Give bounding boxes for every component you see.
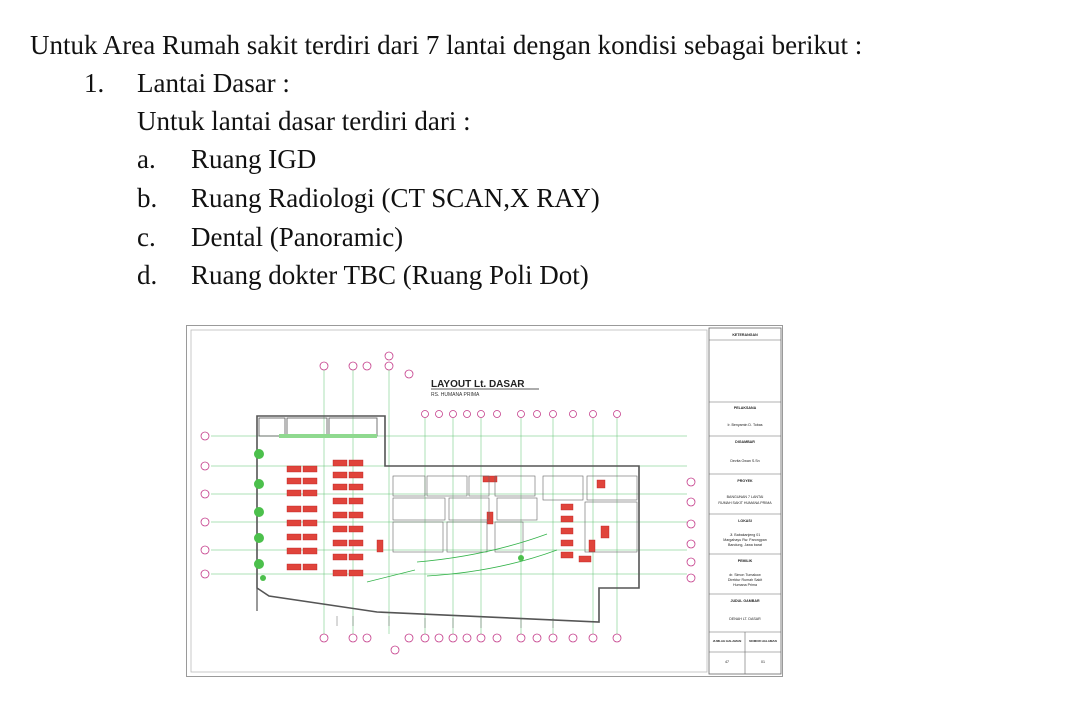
- tb-lokasi-val1: Jl. Babakanjeng 01: [729, 533, 761, 537]
- section-number: 1.: [84, 68, 105, 98]
- tb-judul-val: DENAH LT. DASAR: [729, 617, 761, 621]
- list-marker: c.: [137, 222, 156, 252]
- tb-keterangan: KETERANGAN: [732, 333, 758, 337]
- tb-lokasi: LOKASI: [738, 519, 752, 523]
- tb-pemilik-val1: dr. Simon Tumakow: [729, 573, 761, 577]
- drawing-title: LAYOUT Lt. DASAR: [431, 379, 525, 390]
- list-marker: a.: [137, 144, 156, 174]
- floor-plan-svg: [187, 326, 782, 676]
- section-subheading: Untuk lantai dasar terdiri dari :: [137, 106, 471, 136]
- tb-proyek-val1: BANGUNAN 7 LANTAI: [726, 495, 764, 499]
- tb-nomor: NOMOR HALAMAN: [749, 639, 777, 643]
- drawing-subtitle: RS. HUMANA PRIMA: [431, 392, 480, 398]
- tb-proyek: PROYEK: [737, 479, 753, 483]
- list-text: Dental (Panoramic): [191, 222, 404, 252]
- intro-text: Untuk Area Rumah sakit terdiri dari 7 lantai dengan kondisi sebagai berikut :: [30, 30, 863, 60]
- tb-lokasi-val3: Bandung, Jawa barat: [728, 543, 762, 547]
- list-text: Ruang IGD: [191, 144, 317, 174]
- tb-digambar: DIGAMBAR: [735, 440, 755, 444]
- list-text: Ruang dokter TBC (Ruang Poli Dot): [191, 260, 589, 290]
- tb-pemilik-val3: Humana Prima: [733, 583, 757, 587]
- list-marker: d.: [137, 260, 158, 290]
- tb-nomor-val: 01: [761, 660, 765, 664]
- list-marker: b.: [137, 183, 158, 213]
- tb-jumlah: JUMLAH HALAMAN: [712, 639, 742, 643]
- tb-pelaksana-val: Ir. Benyamin D. Tobas: [727, 423, 763, 427]
- title-block: [709, 328, 781, 674]
- tb-pelaksana: PELAKSANA: [733, 406, 757, 410]
- tb-judul: JUDUL GAMBAR: [730, 599, 760, 603]
- tb-pemilik: PEMILIK: [737, 559, 753, 563]
- section-heading: Lantai Dasar :: [137, 68, 290, 98]
- floor-plan-drawing: [186, 325, 783, 677]
- tb-jumlah-val: 47: [725, 660, 729, 664]
- tb-proyek-val2: RUMAH SAKIT HUMANA PRIMA: [718, 501, 772, 505]
- list-text: Ruang Radiologi (CT SCAN,X RAY): [191, 183, 600, 213]
- tb-pemilik-val2: Direktur Rumah Sakit: [727, 578, 763, 582]
- tb-lokasi-val2: Margahayu Rw. Parongpan: [723, 538, 767, 542]
- tb-digambar-val: Devita Owan S.Sn: [730, 459, 760, 463]
